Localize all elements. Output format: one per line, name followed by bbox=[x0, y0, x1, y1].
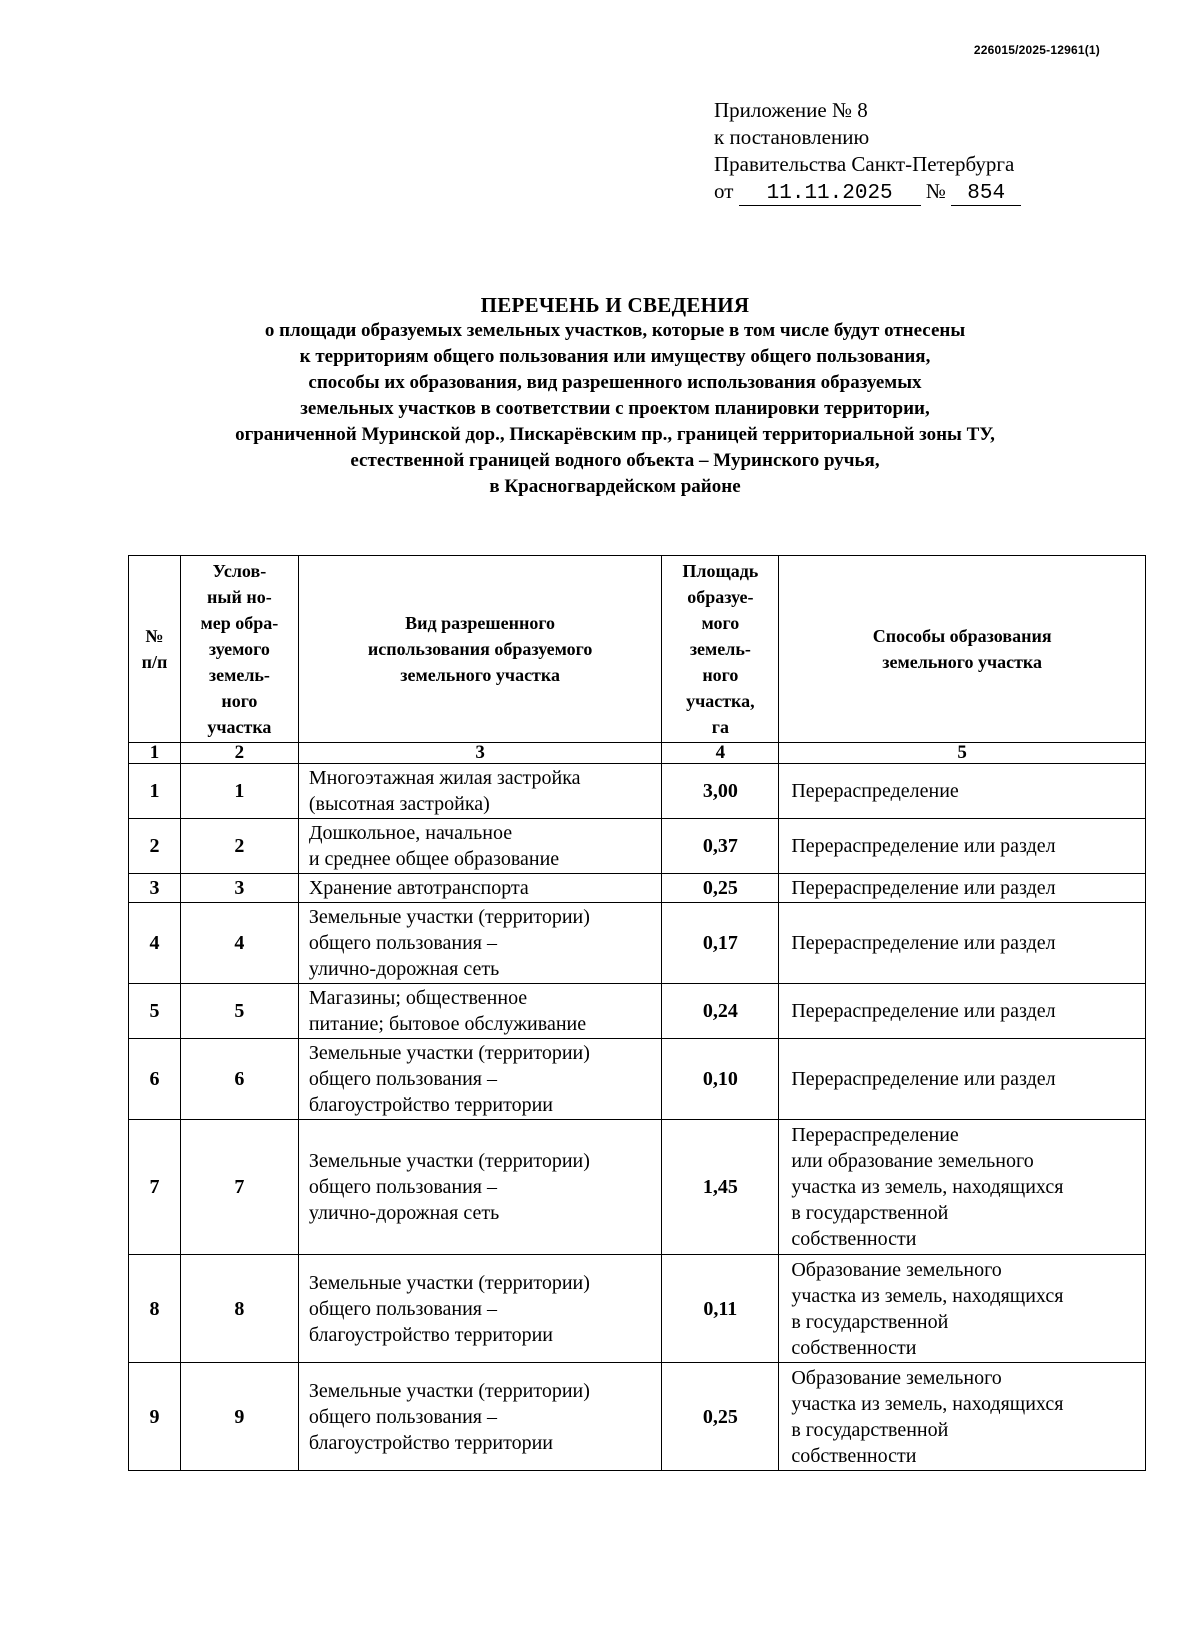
cell-line: Многоэтажная жилая застройка bbox=[308, 767, 581, 789]
cell-line: использования образуемого bbox=[367, 639, 593, 659]
header-col-plot-id bbox=[180, 556, 298, 743]
appendix-number-label: № bbox=[925, 179, 946, 203]
table-row bbox=[129, 1363, 1146, 1471]
plot-area: 0,25 bbox=[662, 1363, 779, 1471]
row-number: 1 bbox=[129, 764, 181, 819]
cell-line: земельного участка bbox=[400, 665, 561, 685]
header-col-permitted-use bbox=[298, 556, 662, 743]
cell-line: общего пользования – bbox=[308, 1405, 497, 1428]
permitted-use bbox=[298, 1120, 662, 1255]
plot-area: 0,10 bbox=[662, 1039, 779, 1120]
cell-line: Перераспределение bbox=[791, 1124, 959, 1146]
permitted-use bbox=[298, 874, 662, 903]
document-registration-number: 226015/2025-12961(1) bbox=[973, 43, 1100, 57]
table-row bbox=[129, 819, 1146, 874]
cell-line: Перераспределение или раздел bbox=[791, 877, 1056, 899]
cell-line: общего пользования – bbox=[308, 932, 497, 954]
header-col-formation-method bbox=[779, 556, 1146, 743]
formation-method bbox=[779, 819, 1146, 874]
plot-area: 3,00 bbox=[662, 764, 779, 819]
cell-line: участка bbox=[207, 717, 272, 737]
subtitle-line: в Красногвардейском районе bbox=[489, 476, 741, 497]
formation-method bbox=[779, 984, 1146, 1039]
subtitle-line: к территориям общего пользования или имуществу общего пользования, bbox=[299, 346, 931, 367]
cell-line: улично-дорожная сеть bbox=[308, 1202, 500, 1224]
cell-line: Дошкольное, начальное bbox=[308, 822, 513, 844]
plot-id: 6 bbox=[180, 1039, 298, 1120]
appendix-line-2: к постановлению bbox=[714, 125, 870, 149]
column-number-row bbox=[129, 743, 1146, 764]
plot-id: 7 bbox=[180, 1120, 298, 1255]
cell-line: Перераспределение bbox=[791, 780, 959, 802]
cell-line: Земельные участки (территории) bbox=[308, 1042, 590, 1064]
formation-method bbox=[779, 1039, 1146, 1120]
formation-method bbox=[779, 1363, 1146, 1471]
appendix-number: 854 bbox=[951, 183, 1021, 206]
table-row bbox=[129, 984, 1146, 1039]
row-number: 7 bbox=[129, 1120, 181, 1255]
cell-line: общего пользования – bbox=[308, 1068, 497, 1090]
table-row bbox=[129, 1255, 1146, 1363]
permitted-use bbox=[298, 1255, 662, 1363]
plot-id: 3 bbox=[180, 874, 298, 903]
cell-line: общего пользования – bbox=[308, 1297, 497, 1320]
cell-line: земель- bbox=[689, 639, 751, 659]
cell-line: благоустройство территории bbox=[308, 1323, 554, 1346]
cell-line: Земельные участки (территории) bbox=[308, 906, 590, 928]
cell-line: № bbox=[145, 626, 164, 646]
cell-line: Образование земельного bbox=[791, 1366, 1002, 1389]
permitted-use bbox=[298, 1039, 662, 1120]
appendix-from-label: от bbox=[714, 179, 734, 203]
cell-line: или образование земельного bbox=[791, 1150, 1034, 1172]
cell-line: собственности bbox=[791, 1444, 917, 1467]
plot-area: 1,45 bbox=[662, 1120, 779, 1255]
cell-line: благоустройство территории bbox=[308, 1431, 554, 1454]
column-number: 2 bbox=[180, 743, 298, 764]
row-number: 6 bbox=[129, 1039, 181, 1120]
plot-id: 2 bbox=[180, 819, 298, 874]
row-number: 9 bbox=[129, 1363, 181, 1471]
subtitle-line: земельных участков в соответствии с проектом планировки территории, bbox=[300, 398, 930, 419]
document-title-block bbox=[0, 292, 1200, 500]
cell-line: собственности bbox=[791, 1336, 917, 1359]
row-number: 4 bbox=[129, 903, 181, 984]
table-row bbox=[129, 903, 1146, 984]
permitted-use bbox=[298, 903, 662, 984]
subtitle-line: способы их образования, вид разрешенного использования образуемых bbox=[308, 372, 922, 393]
land-plots-table bbox=[128, 555, 1146, 1471]
cell-line: Перераспределение или раздел bbox=[791, 1068, 1056, 1090]
plot-area: 0,17 bbox=[662, 903, 779, 984]
appendix-date-line bbox=[714, 178, 1021, 206]
cell-line: Земельные участки (территории) bbox=[308, 1271, 590, 1294]
subtitle-line: естественной границей водного объекта – Муринского ручья, bbox=[350, 450, 880, 471]
cell-line: в государственной bbox=[791, 1418, 949, 1441]
formation-method bbox=[779, 1120, 1146, 1255]
cell-line: земельного участка bbox=[882, 652, 1043, 672]
appendix-title: Приложение № 8 bbox=[714, 98, 868, 122]
cell-line: участка из земель, находящихся bbox=[791, 1284, 1064, 1307]
cell-line: питание; бытовое обслуживание bbox=[308, 1013, 587, 1035]
subtitle-line: ограниченной Муринской дор., Пискарёвским пр., границей территориальной зоны ТУ, bbox=[235, 424, 995, 445]
cell-line: п/п bbox=[141, 652, 168, 672]
table-row bbox=[129, 1039, 1146, 1120]
formation-method bbox=[779, 764, 1146, 819]
row-number: 2 bbox=[129, 819, 181, 874]
row-number: 8 bbox=[129, 1255, 181, 1363]
cell-line: земель- bbox=[208, 665, 270, 685]
cell-line: участка, bbox=[686, 691, 755, 711]
cell-line: ного bbox=[221, 691, 258, 711]
cell-line: образуе- bbox=[687, 587, 754, 607]
permitted-use bbox=[298, 819, 662, 874]
cell-line: Образование земельного bbox=[791, 1258, 1002, 1281]
plot-area: 0,24 bbox=[662, 984, 779, 1039]
cell-line: участка из земель, находящихся bbox=[791, 1176, 1064, 1198]
plot-area: 0,25 bbox=[662, 874, 779, 903]
subtitle-line: о площади образуемых земельных участков, которые в том числе будут отнесены bbox=[264, 320, 966, 341]
cell-line: участка из земель, находящихся bbox=[791, 1392, 1064, 1415]
table-row bbox=[129, 874, 1146, 903]
plot-area: 0,11 bbox=[662, 1255, 779, 1363]
document-heading: ПЕРЕЧЕНЬ И СВЕДЕНИЯ bbox=[480, 293, 750, 317]
cell-line: собственности bbox=[791, 1228, 917, 1250]
table-body bbox=[129, 764, 1146, 1471]
formation-method bbox=[779, 874, 1146, 903]
cell-line: ного bbox=[702, 665, 739, 685]
cell-line: мер обра- bbox=[200, 613, 279, 633]
cell-line: Земельные участки (территории) bbox=[308, 1150, 590, 1172]
formation-method bbox=[779, 1255, 1146, 1363]
cell-line: Магазины; общественное bbox=[308, 987, 528, 1009]
cell-line: Перераспределение или раздел bbox=[791, 1000, 1056, 1022]
column-number: 3 bbox=[298, 743, 662, 764]
cell-line: Земельные участки (территории) bbox=[308, 1379, 590, 1402]
appendix-block bbox=[714, 97, 1021, 206]
cell-line: (высотная застройка) bbox=[308, 793, 490, 815]
plot-area: 0,37 bbox=[662, 819, 779, 874]
plot-id: 8 bbox=[180, 1255, 298, 1363]
plot-id: 1 bbox=[180, 764, 298, 819]
cell-line: Перераспределение или раздел bbox=[791, 835, 1056, 857]
cell-line: га bbox=[711, 717, 729, 737]
cell-line: в государственной bbox=[791, 1202, 949, 1224]
cell-line: Вид разрешенного bbox=[405, 613, 556, 633]
cell-line: Хранение автотранспорта bbox=[308, 877, 529, 899]
cell-line: ный но- bbox=[207, 587, 272, 607]
appendix-date: 11.11.2025 bbox=[739, 183, 921, 206]
header-col-number bbox=[129, 556, 181, 743]
cell-line: Перераспределение или раздел bbox=[791, 932, 1056, 954]
table-row bbox=[129, 1120, 1146, 1255]
cell-line: Площадь bbox=[682, 561, 759, 581]
cell-line: Услов- bbox=[212, 561, 267, 581]
column-number: 5 bbox=[779, 743, 1146, 764]
header-col-area bbox=[662, 556, 779, 743]
cell-line: и среднее общее образование bbox=[308, 848, 560, 870]
row-number: 5 bbox=[129, 984, 181, 1039]
plot-id: 4 bbox=[180, 903, 298, 984]
column-number: 1 bbox=[129, 743, 181, 764]
column-number: 4 bbox=[662, 743, 779, 764]
table-row bbox=[129, 764, 1146, 819]
row-number: 3 bbox=[129, 874, 181, 903]
permitted-use bbox=[298, 1363, 662, 1471]
cell-line: улично-дорожная сеть bbox=[308, 958, 500, 980]
cell-line: в государственной bbox=[791, 1310, 949, 1333]
cell-line: зуемого bbox=[208, 639, 270, 659]
plot-id: 9 bbox=[180, 1363, 298, 1471]
cell-line: мого bbox=[701, 613, 740, 633]
formation-method bbox=[779, 903, 1146, 984]
cell-line: общего пользования – bbox=[308, 1176, 497, 1198]
cell-line: Способы образования bbox=[872, 626, 1052, 646]
permitted-use bbox=[298, 764, 662, 819]
appendix-line-3: Правительства Санкт-Петербурга bbox=[714, 152, 1015, 176]
permitted-use bbox=[298, 984, 662, 1039]
table-header-row bbox=[129, 556, 1146, 743]
plot-id: 5 bbox=[180, 984, 298, 1039]
cell-line: благоустройство территории bbox=[308, 1094, 554, 1116]
